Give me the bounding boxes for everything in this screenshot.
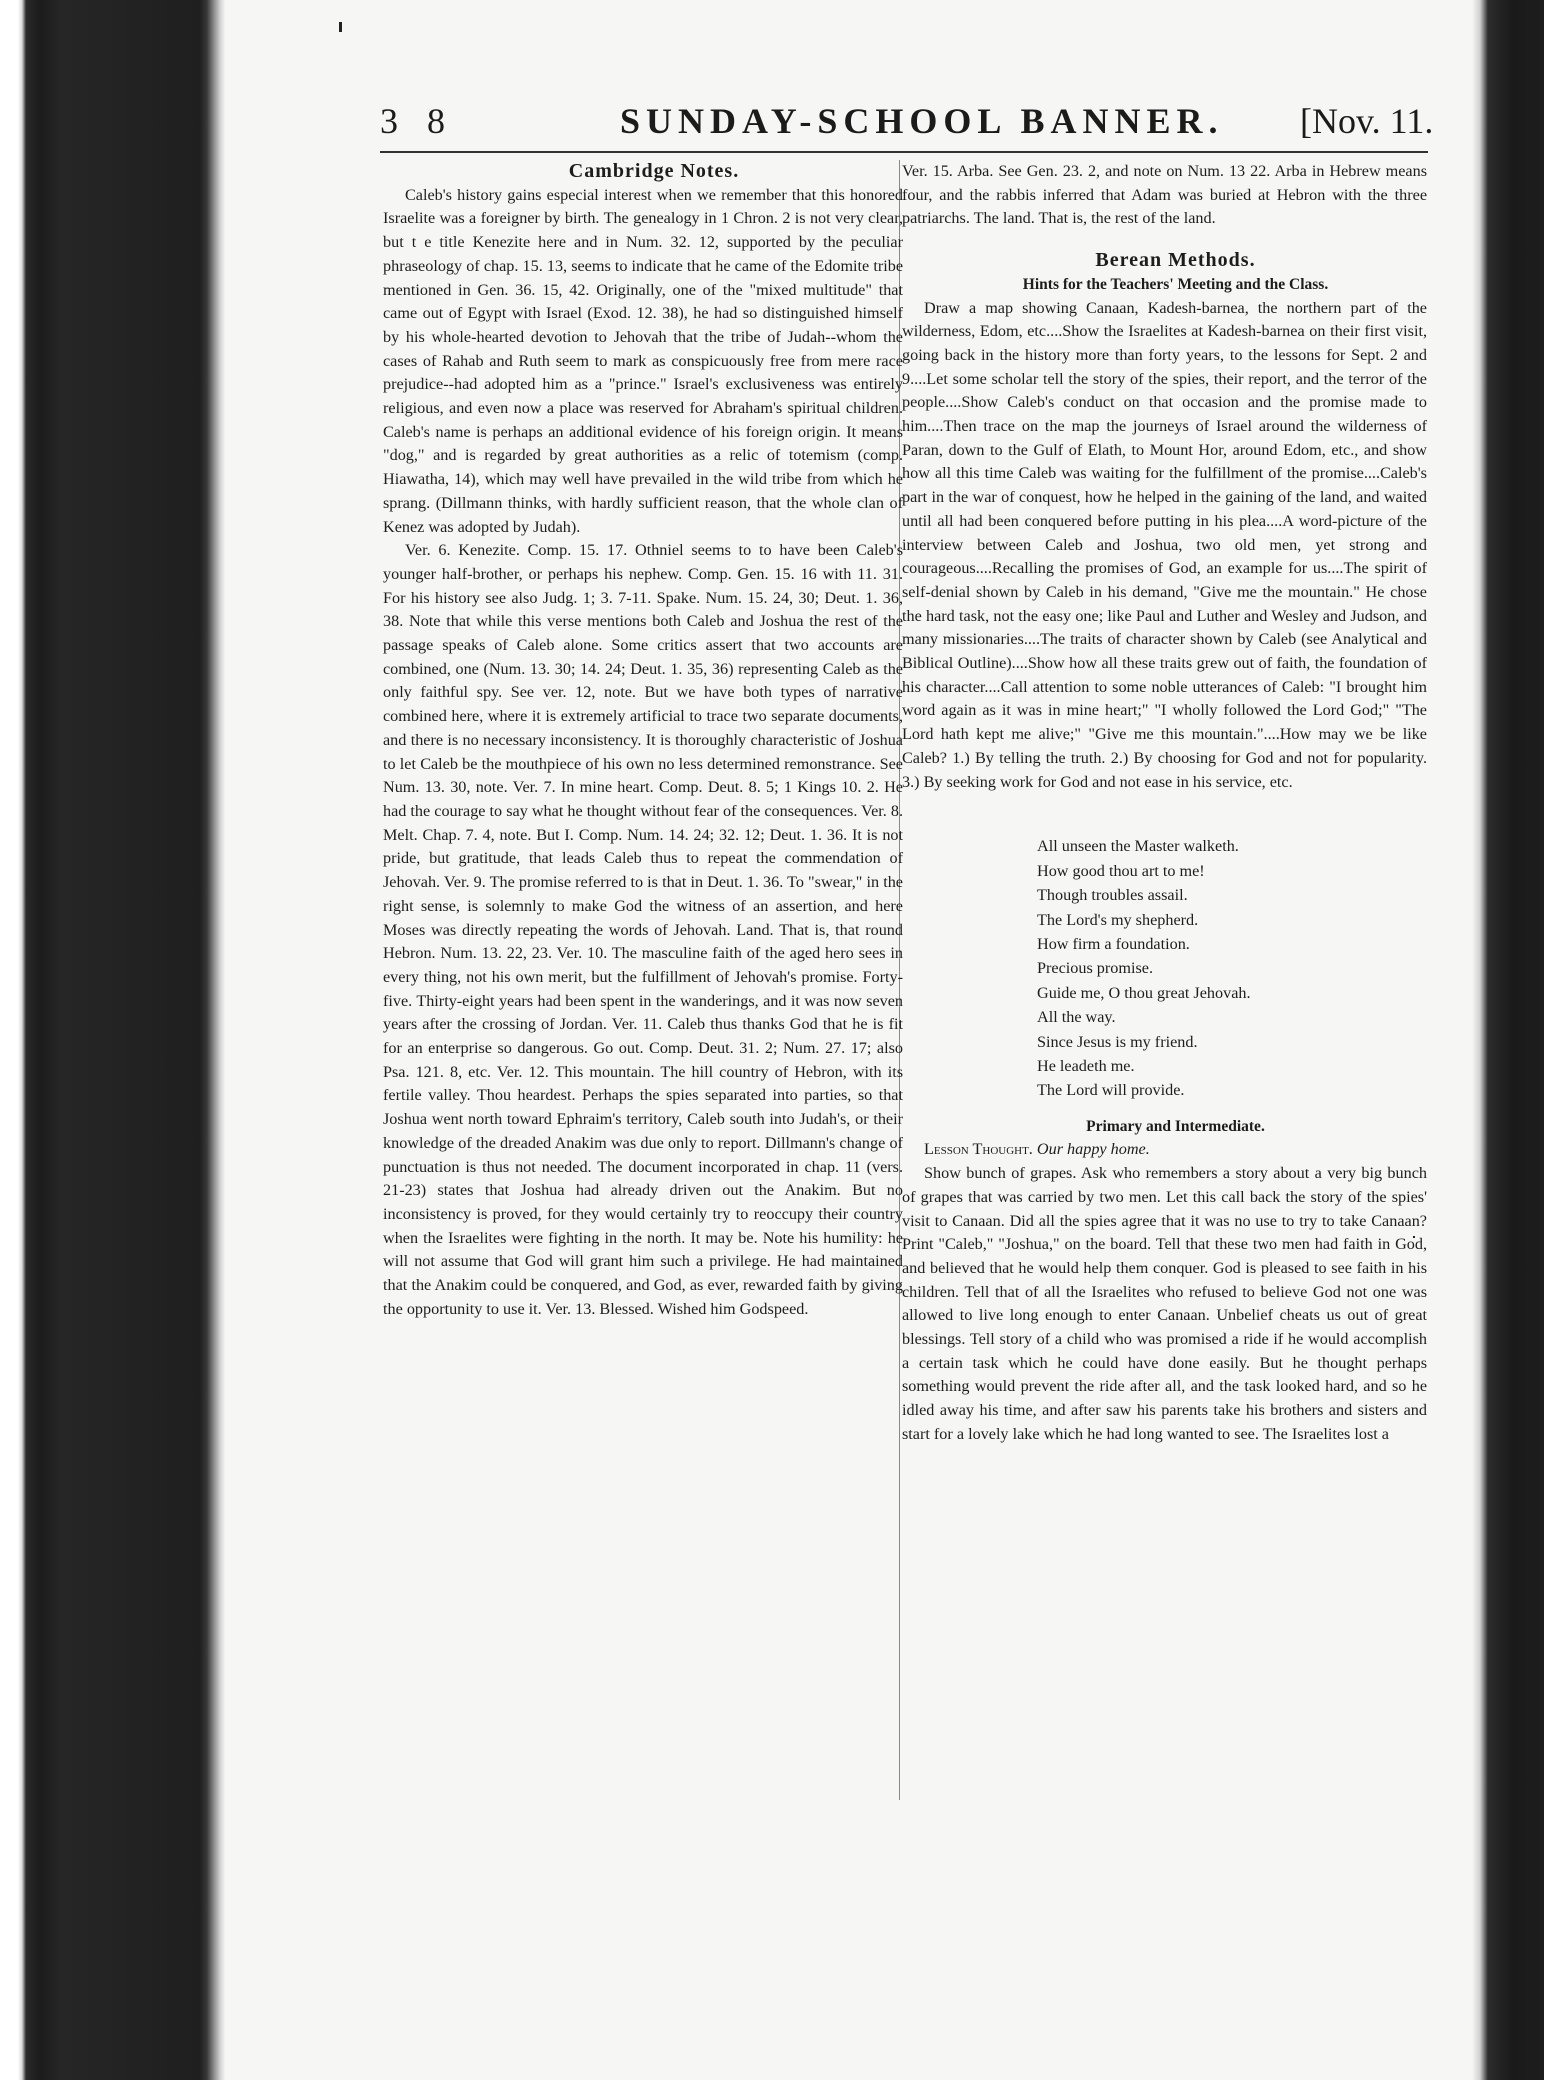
- paragraph: Show bunch of grapes. Ask who remembers a story about a very big bunch of grapes that was carried by two men. Let this call back the story of the spies' visit to Canaan. Did all the spies agree that it was no use to try to take Canaan? Print "Caleb," "Joshua," on the board. Tell that these two men had faith in God, and believed that he would help them conquer. God is pleased to see faith in his children. Tell that of all the Israelites who refused to believe God not one was allowed to live long enough to enter Canaan. Unbelief cheats us out of great blessings. Tell story of a child who was promised a ride if he would accomplish a certain task which he could have done easily. But he thought perhaps something would prevent the ride after all, and the task looked hard, and so he idled away his time, and after saw his parents take his brothers and sisters and start for a lovely lake which he had long wanted to see. The Israelites lost a: [902, 1164, 1427, 1443]
- page-number: 3 8: [380, 101, 455, 141]
- lesson-thought: Our happy home.: [1036, 1140, 1150, 1159]
- hymn-line: Precious promise.: [1037, 959, 1153, 978]
- left-column: [383, 160, 903, 1321]
- hymn-line: How good thou art to me!: [1037, 861, 1205, 880]
- hymn-line: All the way.: [1037, 1008, 1116, 1027]
- paragraph: Ver. 6. Kenezite. Comp. 15. 17. Othniel seems to to have been Caleb's younger half-brother, or perhaps his nephew. Comp. Gen. 15. 16 with 11. 31. For his history see also Judg. 1; 3. 7-11. Spake. Num. 15. 24, 30; Deut. 1. 36, 38. Note that while this verse mentions both Caleb and Joshua the rest of the passage speaks of Caleb alone. Some critics assert that two accounts are combined, one (Num. 13. 30; 14. 24; Deut. 1. 35, 36) representing Caleb as the only faithful spy. See ver. 12, note. But we have both types of narrative combined here, where it is extremely artificial to trace two separate documents, and there is no necessary inconsistency. It is thoroughly characteristic of Joshua to let Caleb be the mouthpiece of his own no less determined remonstrance. See Num. 13. 30, note. Ver. 7. In mine heart. Comp. Deut. 8. 5; 1 Kings 10. 2. He had the courage to say what he thought without fear of the consequences. Ver. 8. Melt. Chap. 7. 4, note. But I. Comp. Num. 14. 24; 32. 12; Deut. 1. 36. It is not pride, but gratitude, that leads Caleb thus to repeat the commendation of Jehovah. Ver. 9. The promise referred to is that in Deut. 1. 36. To "swear," in the right sense, is solemnly to make God the witness of an assertion, and here Moses was directly repeating the words of Jehovah. Land. That is, that round Hebron. Num. 13. 22, 23. Ver. 10. The masculine faith of the aged hero sees in every thing, not his own merit, but the fulfillment of Jehovah's promise. Forty-five. Thirty-eight years had been spent in the wanderings, and it was now seven years after the crossing of Jordan. Ver. 11. Caleb thus thanks God that he is fit for an enterprise so dangerous. Go out. Comp. Deut. 31. 2; Num. 27. 17; also Psa. 121. 8, etc. Ver. 12. This mountain. The hill country of Hebron, with its fertile valley. Thou heardest. Perhaps the spies separated into parties, so that Joshua went north toward Ephraim's territory, Caleb south into Judah's, or their knowledge of the dreaded Anakim was due only to report. Dillmann's change of punctuation is thus not needed. The document incorporated in chap. 11 (vers. 21-23) states that Joshua had already driven out the Anakim. But no inconsistency is proved, for they would certainly try to reoccupy their country when the Israelites were fighting in the north. It may be. Note his humility: he will not assume that God will grant him such a privilege. He had maintained that the Anakim could be conquered, and God, as ever, rewarded faith by giving the opportunity to use it. Ver. 13. Blessed. Wished him Godspeed.: [383, 541, 903, 1318]
- paragraph: Caleb's history gains especial interest when we remember that this honored Israelite was a foreigner by birth. The genealogy in 1 Chron. 2 is not very clear, but t e title Kenezite here and in Num. 32. 12, supported by the peculiar phraseology of chap. 15. 13, seems to indicate that he came of the Edomite tribe mentioned in Gen. 36. 15, 42. Originally, one of the "mixed multitude" that came out of Egypt with Israel (Exod. 12. 38), he had so distinguished himself by his whole-hearted devotion to Jehovah that the tribe of Judah--whom the cases of Rahab and Ruth seem to mark as conspicuously free from mere race prejudice--had adopted him as a "prince." Israel's exclusiveness was entirely religious, and even now a place was reserved for Abraham's spiritual children. Caleb's name is perhaps an additional evidence of his foreign origin. It means "dog," and is regarded by great authorities as a relic of totemism (comp. Hiawatha, 14), which may well have prevailed in the wild tribe from which he sprang. (Dillmann thinks, with hardly sufficient reason, that the whole clan of Kenez was adopted by Judah).: [383, 185, 903, 536]
- lesson-thought-label: Lesson Thought.: [924, 1140, 1033, 1159]
- section-title-primary: Primary and Intermediate.: [1086, 1117, 1265, 1135]
- hymn-list: [1037, 834, 1427, 1102]
- right-column: [902, 160, 1427, 1447]
- hymn-line: Guide me, O thou great Jehovah.: [1037, 983, 1251, 1002]
- hymn-line: He leadeth me.: [1037, 1056, 1135, 1075]
- hymn-line: The Lord's my shepherd.: [1037, 910, 1199, 929]
- scan-speck: [160, 1057, 163, 1071]
- hymn-line: Though troubles assail.: [1037, 886, 1188, 905]
- section-title-berean-methods: Berean Methods.: [1095, 249, 1256, 272]
- running-title: SUNDAY-SCHOOL BANNER.: [620, 101, 1224, 141]
- continuation-paragraph: Ver. 15. Arba. See Gen. 23. 2, and note on Num. 13 22. Arba in Hebrew means four, and the rabbis inferred that Adam was buried at Hebron with the three patriarchs. The land. That is, the rest of the land.: [902, 162, 1427, 228]
- issue-date: [Nov. 11.: [1300, 101, 1434, 141]
- section-title-cambridge-notes: Cambridge Notes.: [568, 160, 740, 182]
- hymn-line: Since Jesus is my friend.: [1037, 1032, 1198, 1051]
- header-rule: [380, 151, 1428, 153]
- lesson-thought-line: [902, 1138, 1427, 1162]
- hymn-line: All unseen the Master walketh.: [1037, 837, 1239, 856]
- hymn-line: How firm a foundation.: [1037, 934, 1190, 953]
- scan-speck: [339, 22, 342, 32]
- paragraph: Draw a map showing Canaan, Kadesh-barnea, the northern part of the wilderness, Edom, etc....Show the Israelites at Kadesh-barnea on their first visit, going back in the history more than forty years, to the lessons for Sept. 2 and 9....Let some scholar tell the story of the spies, their report, and the terror of the people....Show Caleb's conduct on that occasion and the promise made to him....Then trace on the map the journeys of Israel around the wilderness of Paran, down to the Gulf of Elath, to Mount Hor, around Edom, etc., and show how all this time Caleb was waiting for the fulfillment of the promise....Caleb's part in the war of conquest, how he helped in the gaining of the land, and waited until all had been conquered before putting in his plea....A word-picture of the interview between Caleb and Joshua, two old men, yet strong and courageous....Recalling the promises of God, an example for us....The spirit of self-denial shown by Caleb in his demand, "Give me the mountain." He chose the hard task, not the easy one; like Paul and Luther and Wesley and Judson, and many missionaries....The traits of character shown by Caleb (see Analytical and Biblical Outline)....Show how all these traits grew out of faith, the foundation of his character....Call attention to some noble utterances of Caleb: "I brought him word again as it was in mine heart;" "I wholly followed the Lord God;" "The Lord hath kept me alive;" "Give me this mountain."....How may we be like Caleb? 1.) By telling the truth. 2.) By choosing for God and not for popularity. 3.) By seeking work for God and not ease in his service, etc.: [902, 298, 1427, 791]
- book-spine: [0, 0, 225, 2080]
- book-edge: [1472, 0, 1544, 2080]
- subsection-title: Hints for the Teachers' Meeting and the Class.: [1022, 275, 1329, 293]
- hymn-line: The Lord will provide.: [1037, 1081, 1185, 1100]
